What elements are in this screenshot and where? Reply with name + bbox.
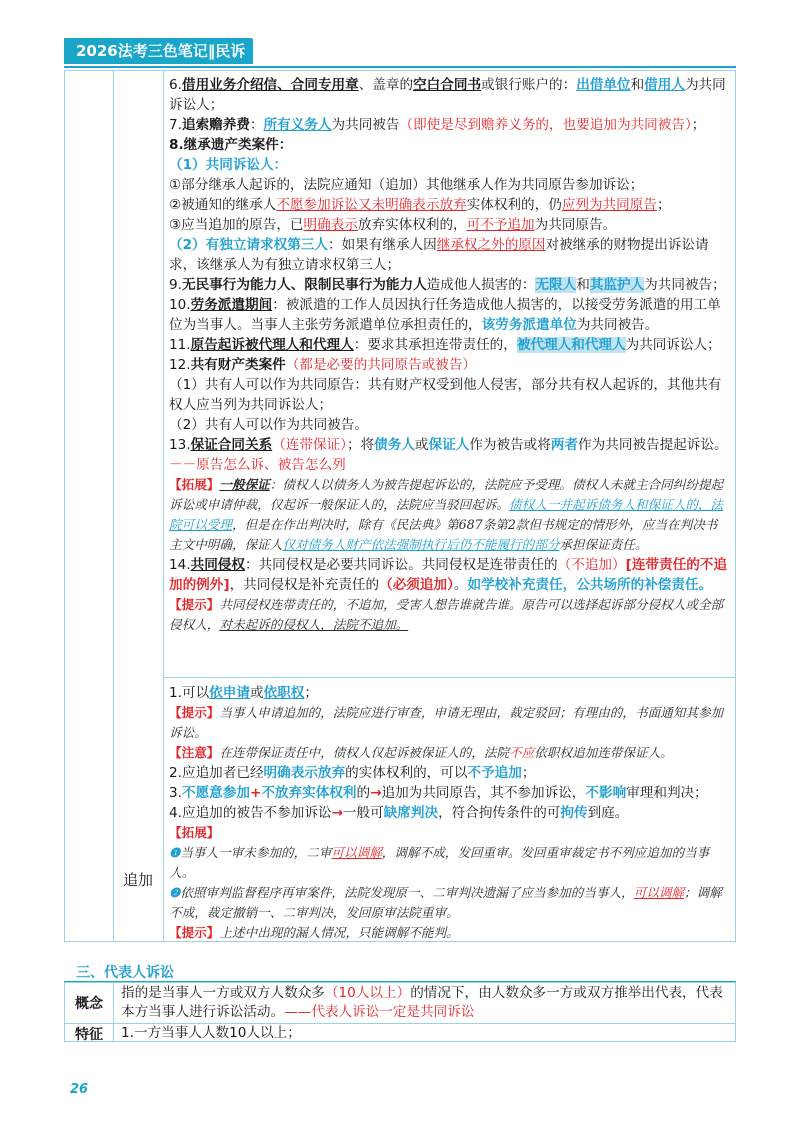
item-8-3: ②被通知的继承人不愿参加诉讼又未明确表示放弃实体权利的，仍应列为共同原告；	[169, 197, 671, 213]
label-concept: 概念	[75, 996, 103, 1012]
number-badge-2: ❷	[169, 885, 181, 900]
item-13: 13.保证合同关系（连带保证）；将债务人或保证人作为被告或将两者作为共同被告提起诉讼。－－原告怎么诉、被告怎么列	[169, 437, 728, 473]
note-attention-guarantee: 【注意】在连带保证责任中，债权人仅起诉被保证人的，法院不应依职权追加连带保证人。	[169, 745, 673, 760]
header-title: 2026法考三色笔记‖民诉	[64, 38, 253, 64]
item-8-2: ①部分继承人起诉的，法院应通知（追加）其他继承人作为共同原告参加诉讼；	[169, 177, 644, 193]
note-tip-application: 【提示】当事人申请追加的，法院应进行审查，申请无理由，裁定驳回；有理由的，书面通知其参加诉讼。	[169, 705, 724, 740]
representative-table	[64, 982, 736, 1042]
item-12: 12.共有财产类案件（都是必要的共同原告或被告）	[169, 357, 477, 373]
label-feature: 特征	[75, 1027, 103, 1043]
item-8-4: ③应当追加的原告，已明确表示放弃实体权利的，可不予追加为共同原告。	[169, 217, 617, 233]
item-9: 9.无民事行为能力人、限制民事行为能力人造成他人损害的：无限人和其监护人为共同被告；	[169, 277, 726, 293]
item-8-1: （1）共同诉讼人：	[169, 157, 288, 173]
item-12-2: （2）共有人可以作为共同被告。	[169, 417, 368, 433]
item-7: 7.追索赡养费：所有义务人为共同被告（即使是尽到赡养义务的，也要追加为共同被告）；	[169, 117, 706, 133]
concept-text: 指的是当事人一方或双方人数众多（10人以上）的情况下，由人数众多一方或双方推举出代表，代表本方当事人进行诉讼活动。——代表人诉讼一定是共同诉讼	[121, 985, 723, 1020]
joinder-1: 1.可以依申请或依职权；	[169, 685, 318, 701]
joinder-4: 4.应追加的被告不参加诉讼→一般可缺席判决，符合拘传条件的可拘传到庭。	[169, 805, 629, 821]
content-table	[64, 70, 736, 942]
item-8-5: （2）有独立请求权第三人：如果有继承人因继承权之外的原因对被继承的财物提出诉讼请求，该继承人为有独立请求权第三人；	[169, 237, 709, 273]
page-header	[64, 38, 354, 68]
cell-joinder	[169, 683, 729, 943]
joinder-2: 2.应追加者已经明确表示放弃的实体权利的，可以不予追加；	[169, 765, 536, 781]
row-label-zhuijia: 追加	[122, 871, 153, 889]
note-tip-omitted: 【提示】上述中出现的漏人情况，只能调解不能判。	[169, 925, 459, 940]
table-col-subcategory	[113, 71, 164, 941]
item-12-1: （1）共有人可以作为共同原告：共有财产权受到他人侵害，部分共有权人起诉的，其他共有权人应当列为共同诉讼人；	[169, 377, 722, 413]
note-tip-joint-tort: 【提示】共同侵权连带责任的，不追加，受害人想告谁就告谁。原告可以选择起诉部分侵权人或全部侵权人，对未起诉的侵权人，法院不追加。	[169, 597, 724, 632]
table-col-category	[65, 71, 114, 941]
item-14: 14.共同侵权：共同侵权是必要共同诉讼。共同侵权是连带责任的（不追加）[连带责任的不追加的例外]，共同侵权是补充责任的（必须追加）。如学校补充责任，公共场所的补偿责任。	[169, 557, 727, 593]
note-expand-2: ❷依照审判监督程序再审案件，法院发现原一、二审判决遗漏了应当参加的当事人，可以调解；调解不成，裁定撤销一、二审判决，发回原审法院重审。	[169, 885, 722, 920]
note-expand-general-guarantee: 【拓展】一般保证：债权人以债务人为被告提起诉讼的，法院应予受理。债权人未就主合同纠纷提起诉讼或申请仲裁，仅起诉一般保证人的，法院应当驳回起诉。债权人一并起诉债务人和保证人的，法院可以受理，但是在作出判决时，除有《民法典》第687条第2款但书规定的情形外，应当在判决书主文中明确，保证人仅对债务人财产依法强制执行后仍不能履行的部分承担保证责任。	[169, 477, 724, 552]
row-divider	[163, 677, 735, 678]
note-expand-heading: 【拓展】	[169, 825, 220, 840]
item-8: 8.继承遗产类案件：	[169, 137, 293, 153]
section-title: 三、代表人诉讼	[76, 965, 174, 981]
cell-co-litigants	[169, 75, 729, 635]
feature-text: 1.一方当事人人数10人以上；	[121, 1025, 301, 1041]
header-rule	[64, 66, 736, 68]
page-number: 26	[70, 1082, 89, 1097]
item-11: 11.原告起诉被代理人和代理人：要求其承担连带责任的，被代理人和代理人为共同诉讼人；	[169, 337, 721, 353]
item-6: 6.借用业务介绍信、合同专用章、盖章的空白合同书或银行账户的：出借单位和借用人为共同诉讼人；	[169, 77, 726, 113]
joinder-3: 3.不愿意参加+不放弃实体权利的→追加为共同原告，其不参加诉讼，不影响审理和判决；	[169, 785, 708, 801]
table2-divider-vertical	[113, 983, 114, 1041]
number-badge-1: ❶	[169, 845, 181, 860]
note-expand-1: ❶当事人一审未参加的，二审可以调解，调解不成，发回重审。发回重审裁定书不列应追加的当事人。	[169, 845, 710, 880]
item-10: 10.劳务派遣期间：被派遣的工作人员因执行任务造成他人损害的，以接受劳务派遣的用工单位为当事人。当事人主张劳务派遣单位承担责任的，该劳务派遣单位为共同被告。	[169, 297, 721, 333]
